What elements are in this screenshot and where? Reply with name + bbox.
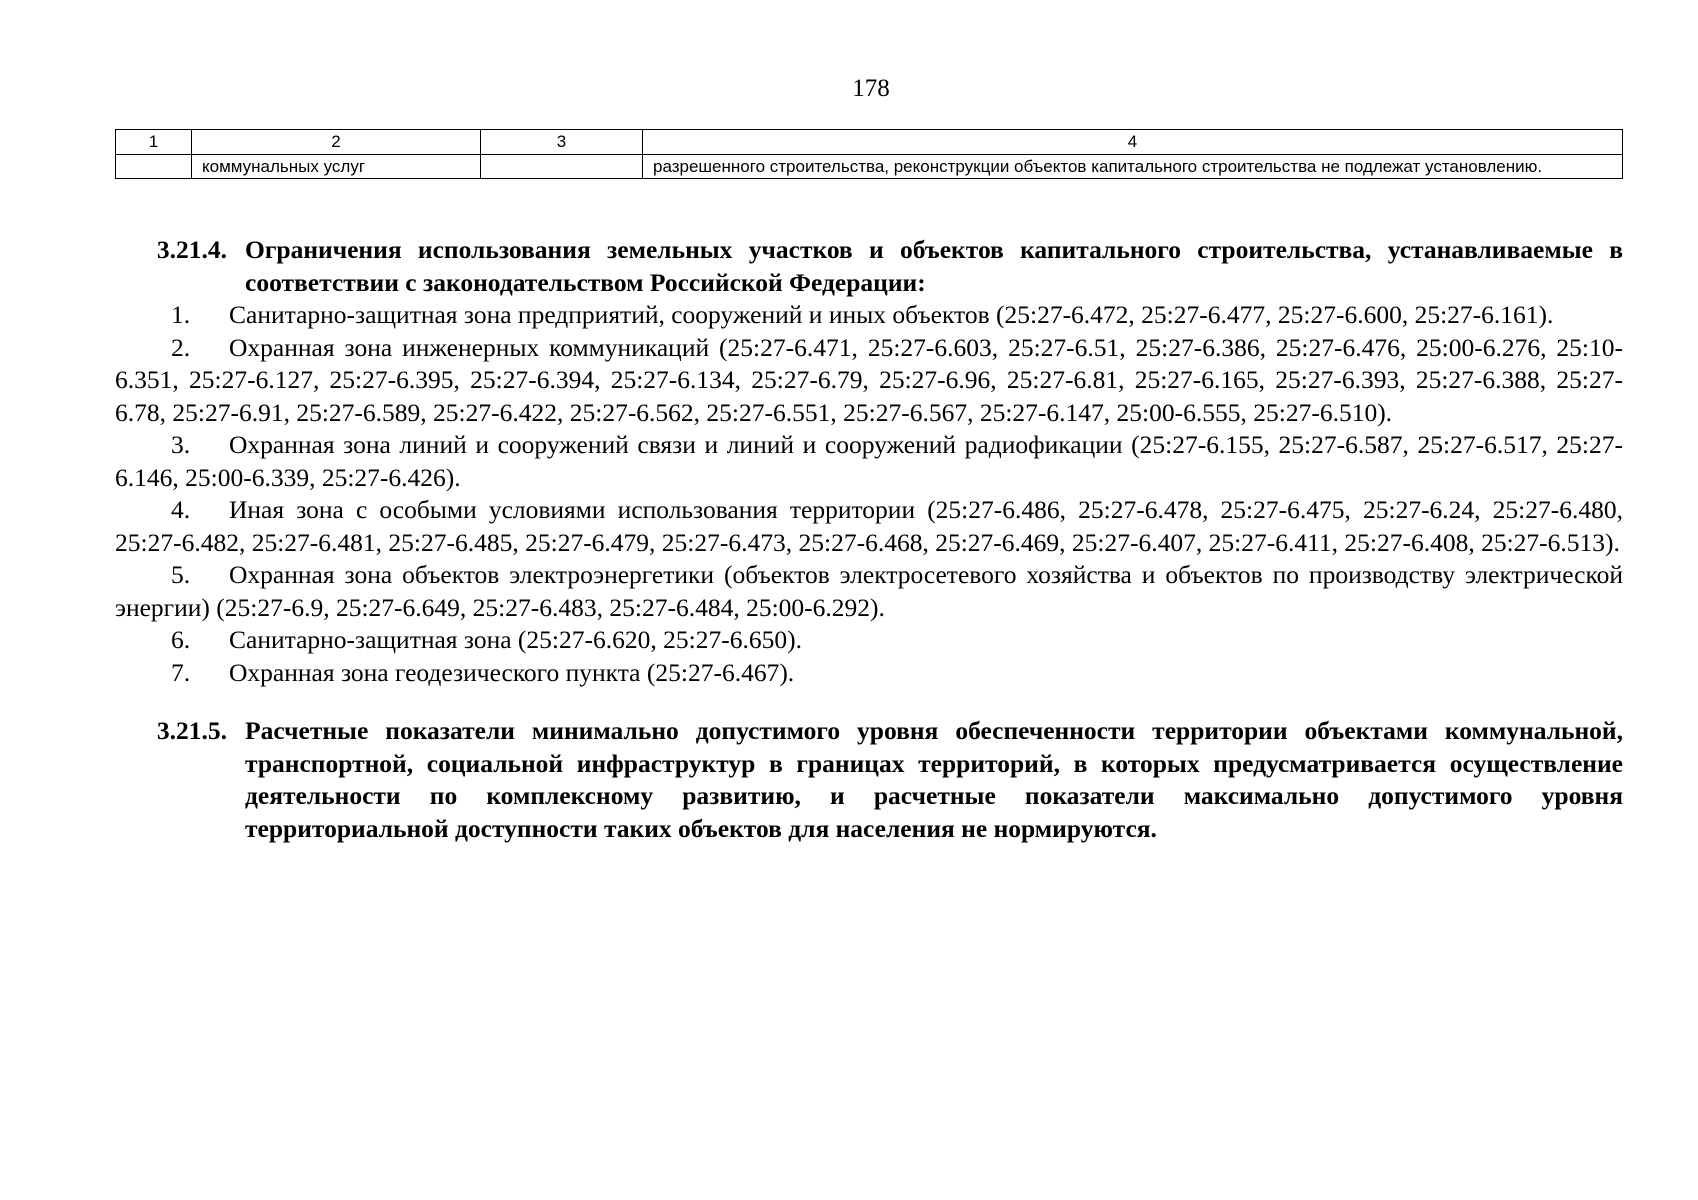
continuation-table	[115, 129, 1623, 179]
list-item-number: 5.	[171, 560, 191, 589]
list-item-number: 3.	[171, 430, 191, 459]
table-header-cell: 2	[192, 130, 481, 155]
list-item	[115, 559, 1623, 624]
table-header-row	[116, 130, 1623, 155]
table-cell	[116, 155, 192, 179]
table-cell: коммунальных услуг	[192, 155, 481, 179]
list-item-text: Охранная зона объектов электроэнергетики (объектов электросетевого хозяйства и объектов по производству электрической энергии) (25:27-6.9, 25:27-6.649, 25:27-6.483, 25:27-6.484, 25:00-6.292).	[115, 560, 1623, 622]
table-header-cell: 1	[116, 130, 192, 155]
list-item-number: 1.	[171, 300, 191, 329]
list-item-number: 2.	[171, 332, 191, 362]
list-item	[115, 429, 1623, 494]
section-number: 3.21.4.	[156, 235, 227, 264]
section-number: 3.21.5.	[156, 716, 227, 745]
table-cell	[481, 155, 643, 179]
list-item	[115, 299, 1623, 332]
section-heading	[115, 234, 1623, 299]
table-header-cell: 3	[481, 130, 643, 155]
document-body	[115, 234, 1623, 845]
list-item	[115, 494, 1623, 559]
list-item-text: Охранная зона линий и сооружений связи и линий и сооружений радиофикации (25:27-6.155, 25:27-6.587, 25:27-6.517, 25:27-6.146, 25:00-6.339, 25:27-6.426).	[115, 430, 1623, 492]
list-item-number: 6.	[171, 625, 191, 654]
section-title: Расчетные показатели минимально допустимого уровня обеспеченности территории объектами коммунальной, транспортной, социальной инфраструктур в границах территорий, в которых предусматривается осуществление деятельности по комплексному развитию, и расчетные показатели максимально допустимого уровня территориальной доступности таких объектов для населения не нормируются.	[245, 716, 1623, 843]
section-heading	[115, 715, 1623, 845]
list-item-number: 4.	[171, 495, 191, 524]
list-item	[115, 624, 1623, 657]
list-item-text: Санитарно-защитная зона (25:27-6.620, 25:27-6.650).	[229, 625, 802, 654]
list-item	[115, 657, 1623, 690]
table-cell: разрешенного строительства, реконструкции объектов капитального строительства не подлежат установлению.	[643, 155, 1623, 179]
page-number: 178	[852, 75, 890, 102]
list-item-text: Охранная зона инженерных коммуникаций (25:27-6.471, 25:27-6.603, 25:27-6.51, 25:27-6.386, 25:27-6.476, 25:00-6.276, 25:10-6.351, 25:27-6.127, 25:27-6.395, 25:27-6.394, 25:27-6.134, 25:27-6.79, 25:27-6.96, 25:27-6.81, 25:27-6.165, 25:27-6.393, 25:27-6.388, 25:27-6.78, 25:27-6.91, 25:27-6.589, 25:27-6.422, 25:27-6.562, 25:27-6.551, 25:27-6.567, 25:27-6.147, 25:00-6.555, 25:27-6.510).	[115, 332, 1623, 427]
section-title: Ограничения использования земельных участков и объектов капитального строительства, устанавливаемые в соответствии с законодательством Российской Федерации:	[245, 235, 1623, 297]
list-item	[115, 332, 1623, 430]
list-item-number: 7.	[171, 657, 191, 687]
table-header-cell: 4	[643, 130, 1623, 155]
list-item-text: Иная зона с особыми условиями использования территории (25:27-6.486, 25:27-6.478, 25:27-6.475, 25:27-6.24, 25:27-6.480, 25:27-6.482, 25:27-6.481, 25:27-6.485, 25:27-6.479, 25:27-6.473, 25:27-6.468, 25:27-6.469, 25:27-6.407, 25:27-6.411, 25:27-6.408, 25:27-6.513).	[115, 495, 1623, 557]
list-item-text: Санитарно-защитная зона предприятий, сооружений и иных объектов (25:27-6.472, 25:27-6.477, 25:27-6.600, 25:27-6.161).	[229, 300, 1554, 329]
table-row	[116, 155, 1623, 179]
list-item-text: Охранная зона геодезического пункта (25:27-6.467).	[229, 657, 795, 687]
